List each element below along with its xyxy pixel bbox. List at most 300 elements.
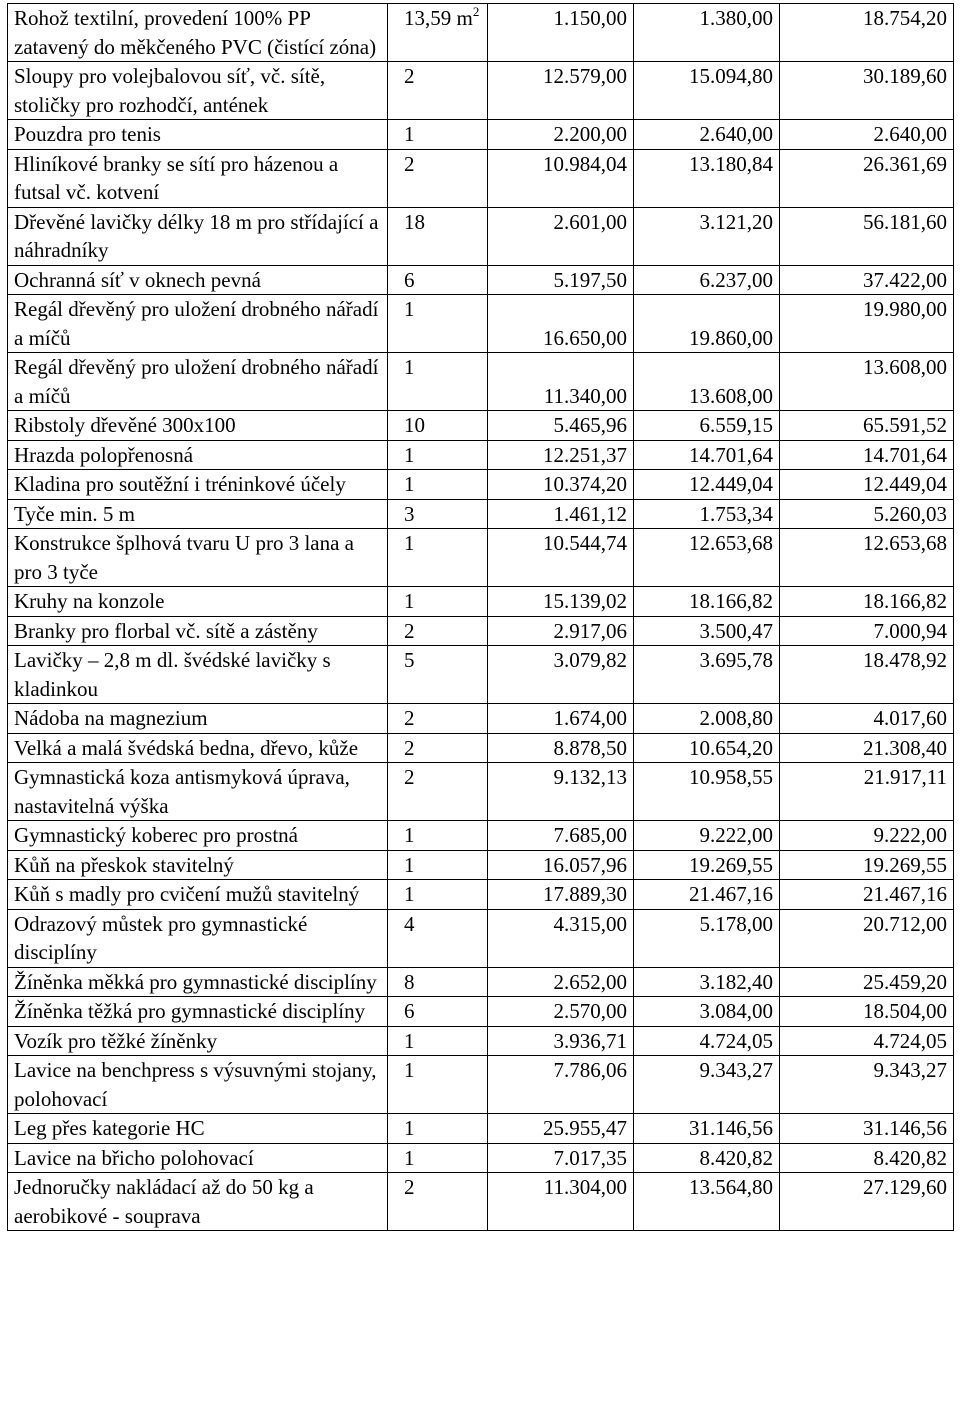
unit-price-cell [488, 62, 634, 120]
unit-price-vat-cell [634, 733, 780, 763]
unit-price-cell-text: 2.652,00 [553, 969, 627, 994]
unit-price-vat-cell-text: 6.237,00 [699, 267, 773, 292]
unit-price-cell-text: 2.917,06 [553, 618, 627, 643]
table-row [8, 470, 954, 500]
unit-price-cell-text: 16.650,00 [543, 325, 627, 350]
unit-price-cell [488, 411, 634, 441]
unit-price-vat-cell [634, 821, 780, 851]
quantity-cell [388, 440, 488, 470]
unit-price-cell [488, 1026, 634, 1056]
quantity-cell [388, 616, 488, 646]
unit-price-cell [488, 967, 634, 997]
item-name-cell-text: Lavičky – 2,8 m dl. švédské lavičky s kladinkou [14, 648, 331, 701]
quantity-cell-text: 10 [404, 413, 425, 437]
total-price-cell [780, 440, 954, 470]
item-name-cell [8, 733, 388, 763]
item-name-cell [8, 295, 388, 353]
unit-price-vat-cell-text: 1.380,00 [699, 6, 773, 30]
item-name-cell [8, 821, 388, 851]
unit-price-cell [488, 733, 634, 763]
unit-price-vat-cell [634, 1114, 780, 1144]
item-name-cell [8, 120, 388, 150]
unit-price-vat-cell [634, 499, 780, 529]
unit-price-vat-cell-text: 15.094,80 [689, 64, 773, 88]
table-row [8, 1143, 954, 1173]
item-name-cell-text: Sloupy pro volejbalovou síť, vč. sítě, stoličky pro rozhodčí, antének [14, 64, 326, 117]
unit-price-cell-text: 1.674,00 [553, 706, 627, 730]
unit-price-vat-cell-text: 13.180,84 [689, 151, 773, 176]
total-price-cell [780, 997, 954, 1027]
item-name-cell-text: Lavice na břicho polohovací [14, 1145, 254, 1170]
item-name-cell-text: Gymnastická koza antismyková úprava, nastavitelná výška [14, 765, 350, 818]
total-price-cell-text: 14.701,64 [863, 442, 947, 467]
item-name-cell [8, 207, 388, 265]
quantity-cell [388, 265, 488, 295]
quantity-cell [388, 821, 488, 851]
quantity-cell-text: 1 [404, 472, 415, 496]
item-name-cell-text: Leg přes kategorie HC [14, 1116, 205, 1140]
total-price-cell-text: 2.640,00 [873, 122, 947, 146]
unit-price-vat-cell [634, 353, 780, 411]
total-price-cell [780, 763, 954, 821]
item-name-cell [8, 997, 388, 1027]
unit-price-vat-cell-text: 19.269,55 [689, 852, 773, 877]
quantity-cell [388, 353, 488, 411]
item-name-cell-text: Jednoručky nakládací až do 50 kg a aerobikové - souprava [14, 1175, 314, 1228]
quantity-cell [388, 529, 488, 587]
item-name-cell [8, 880, 388, 910]
total-price-cell-text: 26.361,69 [863, 151, 947, 176]
total-price-cell-text: 30.189,60 [863, 64, 947, 88]
total-price-cell [780, 265, 954, 295]
unit-price-cell-text: 10.374,20 [543, 472, 627, 496]
item-name-cell-text: Pouzdra pro tenis [14, 122, 161, 146]
item-name-cell [8, 529, 388, 587]
unit-price-cell-text: 12.579,00 [543, 64, 627, 88]
quantity-cell [388, 704, 488, 734]
total-price-cell [780, 880, 954, 910]
unit-price-vat-cell-text: 10.654,20 [689, 735, 773, 760]
item-name-cell [8, 499, 388, 529]
total-price-cell-text: 4.724,05 [873, 1028, 947, 1053]
quantity-cell [388, 646, 488, 704]
table-row [8, 120, 954, 150]
total-price-cell [780, 1173, 954, 1231]
total-price-cell [780, 149, 954, 207]
item-name-cell-text: Dřevěné lavičky délky 18 m pro střídající a náhradníky [14, 209, 379, 262]
total-price-cell [780, 733, 954, 763]
quantity-cell [388, 1114, 488, 1144]
unit-exponent: 2 [472, 4, 480, 19]
table-row [8, 587, 954, 617]
unit-price-vat-cell [634, 587, 780, 617]
quantity-cell [388, 1056, 488, 1114]
quantity-cell [388, 1026, 488, 1056]
total-price-cell [780, 850, 954, 880]
item-name-cell-text: Gymnastický koberec pro prostná [14, 823, 299, 847]
total-price-cell [780, 967, 954, 997]
unit-price-cell [488, 587, 634, 617]
table-row [8, 646, 954, 704]
item-name-cell-text: Kůň na přeskok stavitelný [14, 852, 234, 877]
unit-price-cell-text: 1.150,00 [553, 6, 627, 30]
total-price-cell [780, 62, 954, 120]
unit-price-vat-cell-text: 3.500,47 [699, 618, 773, 643]
item-name-cell [8, 850, 388, 880]
unit-price-cell-text: 5.465,96 [553, 413, 627, 437]
unit-price-cell [488, 265, 634, 295]
quantity-cell-text: 6 [404, 267, 415, 292]
quantity-cell-text: 1 [404, 531, 415, 555]
table-row [8, 616, 954, 646]
quantity-cell-text: 2 [404, 765, 415, 789]
quantity-cell [388, 4, 488, 62]
item-name-cell-text: Kruhy na konzole [14, 589, 165, 613]
total-price-cell-text: 25.459,20 [863, 969, 947, 994]
unit-price-cell-text: 4.315,00 [553, 911, 627, 936]
unit-price-vat-cell-text: 9.222,00 [699, 823, 773, 847]
item-name-cell-text: Velká a malá švédská bedna, dřevo, kůže [14, 735, 359, 760]
item-name-cell-text: Žíněnka měkká pro gymnastické disciplíny [14, 969, 377, 994]
unit-price-cell-text: 17.889,30 [543, 882, 627, 906]
total-price-cell [780, 587, 954, 617]
item-name-cell-text: Nádoba na magnezium [14, 706, 208, 730]
total-price-cell-text: 12.449,04 [863, 472, 947, 496]
total-price-cell-text: 19.269,55 [863, 852, 947, 877]
item-name-cell [8, 1056, 388, 1114]
item-name-cell [8, 1026, 388, 1056]
unit-price-cell [488, 1114, 634, 1144]
unit-price-cell [488, 4, 634, 62]
unit-price-cell-text: 1.461,12 [553, 501, 627, 526]
item-name-cell-text: Odrazový můstek pro gymnastické disciplíny [14, 911, 308, 964]
unit-price-vat-cell [634, 704, 780, 734]
table-body [8, 4, 954, 1231]
quantity-cell-text: 2 [404, 64, 415, 88]
table-row [8, 880, 954, 910]
unit-price-vat-cell [634, 1173, 780, 1231]
item-name-cell [8, 62, 388, 120]
table-row [8, 1026, 954, 1056]
total-price-cell-text: 27.129,60 [863, 1175, 947, 1199]
quantity-cell [388, 587, 488, 617]
total-price-cell-text: 19.980,00 [863, 297, 947, 321]
unit-price-vat-cell-text: 5.178,00 [699, 911, 773, 936]
total-price-cell [780, 1114, 954, 1144]
unit-price-cell-text: 2.601,00 [553, 209, 627, 234]
unit-price-vat-cell-text: 13.564,80 [689, 1175, 773, 1199]
item-name-cell-text: Regál dřevěný pro uložení drobného nářadí a míčů [14, 355, 379, 408]
quantity-cell-text: 2 [404, 151, 415, 176]
item-name-cell-text: Regál dřevěný pro uložení drobného nářadí a míčů [14, 297, 379, 350]
unit-price-cell-text: 2.570,00 [553, 999, 627, 1023]
unit-price-vat-cell-text: 18.166,82 [689, 589, 773, 613]
unit-price-vat-cell [634, 909, 780, 967]
table-row [8, 1056, 954, 1114]
unit-price-vat-cell [634, 763, 780, 821]
total-price-cell [780, 616, 954, 646]
total-price-cell [780, 470, 954, 500]
table-row [8, 207, 954, 265]
unit-price-vat-cell [634, 1026, 780, 1056]
quantity-cell [388, 120, 488, 150]
unit-price-vat-cell [634, 646, 780, 704]
item-name-cell [8, 1173, 388, 1231]
unit-price-vat-cell-text: 14.701,64 [689, 442, 773, 467]
item-name-cell-text: Ochranná síť v oknech pevná [14, 267, 261, 292]
quantity-cell-text: 1 [404, 823, 415, 847]
item-name-cell [8, 646, 388, 704]
unit-price-cell [488, 909, 634, 967]
quantity-cell [388, 967, 488, 997]
quantity-cell-text: 1 [404, 122, 415, 146]
item-name-cell-text: Kladina pro soutěžní i tréninkové účely [14, 472, 346, 496]
item-name-cell-text: Ribstoly dřevěné 300x100 [14, 413, 236, 437]
quantity-cell-text: 1 [404, 442, 415, 467]
unit-price-vat-cell-text: 12.449,04 [689, 472, 773, 496]
quantity-cell [388, 1143, 488, 1173]
total-price-cell-text: 8.420,82 [873, 1145, 947, 1170]
table-row [8, 733, 954, 763]
quantity-cell [388, 997, 488, 1027]
item-name-cell-text: Lavice na benchpress s výsuvnými stojany, polohovací [14, 1058, 377, 1111]
unit-price-vat-cell [634, 295, 780, 353]
unit-price-vat-cell [634, 529, 780, 587]
total-price-cell-text: 56.181,60 [863, 209, 947, 234]
quantity-cell-text: 1 [404, 852, 415, 877]
quantity-cell [388, 499, 488, 529]
unit-price-vat-cell-text: 6.559,15 [699, 413, 773, 437]
unit-price-vat-cell-text: 4.724,05 [699, 1028, 773, 1053]
unit-price-cell-text: 5.197,50 [553, 267, 627, 292]
quantity-cell [388, 909, 488, 967]
total-price-cell [780, 499, 954, 529]
total-price-cell-text: 12.653,68 [863, 531, 947, 555]
quantity-cell-text: 3 [404, 501, 415, 526]
table-row [8, 997, 954, 1027]
quantity-cell-text: 1 [404, 297, 415, 321]
quantity-cell [388, 207, 488, 265]
unit-price-cell [488, 616, 634, 646]
unit-price-cell [488, 763, 634, 821]
item-name-cell-text: Kůň s madly pro cvičení mužů stavitelný [14, 882, 360, 906]
total-price-cell [780, 120, 954, 150]
item-name-cell-text: Konstrukce šplhová tvaru U pro 3 lana a pro 3 tyče [14, 531, 354, 584]
quantity-cell-text: 1 [404, 1116, 415, 1140]
item-name-cell [8, 763, 388, 821]
table-row [8, 265, 954, 295]
unit-price-cell-text: 2.200,00 [553, 122, 627, 146]
unit-price-cell-text: 10.984,04 [543, 151, 627, 176]
total-price-cell [780, 909, 954, 967]
item-name-cell-text: Žíněnka těžká pro gymnastické disciplíny [14, 999, 366, 1023]
quantity-cell [388, 149, 488, 207]
unit-price-cell-text: 3.079,82 [553, 648, 627, 672]
unit-price-vat-cell-text: 1.753,34 [699, 501, 773, 526]
unit-price-vat-cell [634, 1056, 780, 1114]
quantity-cell-text: 13,59 m [404, 6, 473, 30]
total-price-cell-text: 9.222,00 [873, 823, 947, 847]
quantity-cell-text: 1 [404, 589, 415, 613]
price-list-sheet [7, 3, 953, 1421]
unit-price-vat-cell [634, 62, 780, 120]
total-price-cell-text: 20.712,00 [863, 911, 947, 936]
unit-price-cell-text: 7.786,06 [553, 1058, 627, 1082]
unit-price-vat-cell-text: 3.121,20 [699, 209, 773, 234]
unit-price-vat-cell [634, 149, 780, 207]
unit-price-cell-text: 25.955,47 [543, 1116, 627, 1140]
item-name-cell [8, 411, 388, 441]
quantity-cell [388, 470, 488, 500]
table-row [8, 967, 954, 997]
quantity-cell-text: 2 [404, 1175, 415, 1199]
table-row [8, 4, 954, 62]
unit-price-cell-text: 11.340,00 [543, 383, 627, 408]
total-price-cell [780, 1056, 954, 1114]
unit-price-cell [488, 149, 634, 207]
quantity-cell [388, 411, 488, 441]
unit-price-cell-text: 12.251,37 [543, 442, 627, 467]
quantity-cell [388, 880, 488, 910]
unit-price-vat-cell [634, 265, 780, 295]
total-price-cell [780, 207, 954, 265]
total-price-cell-text: 9.343,27 [873, 1058, 947, 1082]
item-name-cell-text: Branky pro florbal vč. sítě a zástěny [14, 618, 318, 643]
unit-price-cell-text: 8.878,50 [553, 735, 627, 760]
total-price-cell [780, 704, 954, 734]
item-name-cell [8, 149, 388, 207]
total-price-cell [780, 529, 954, 587]
unit-price-vat-cell [634, 997, 780, 1027]
unit-price-vat-cell [634, 1143, 780, 1173]
table-row [8, 909, 954, 967]
total-price-cell [780, 353, 954, 411]
unit-price-vat-cell-text: 2.008,80 [699, 706, 773, 730]
total-price-cell [780, 295, 954, 353]
quantity-cell-text: 1 [404, 355, 415, 379]
total-price-cell-text: 21.467,16 [863, 882, 947, 906]
unit-price-vat-cell-text: 2.640,00 [699, 122, 773, 146]
unit-price-vat-cell [634, 967, 780, 997]
unit-price-vat-cell-text: 3.182,40 [699, 969, 773, 994]
total-price-cell-text: 18.166,82 [863, 589, 947, 613]
unit-price-vat-cell-text: 31.146,56 [689, 1116, 773, 1140]
total-price-cell-text: 13.608,00 [863, 355, 947, 379]
quantity-cell [388, 763, 488, 821]
quantity-cell [388, 733, 488, 763]
unit-price-cell [488, 529, 634, 587]
unit-price-vat-cell-text: 21.467,16 [689, 882, 773, 906]
unit-price-cell-text: 7.017,35 [553, 1145, 627, 1170]
unit-price-cell-text: 10.544,74 [543, 531, 627, 555]
table-row [8, 62, 954, 120]
table-row [8, 821, 954, 851]
unit-price-cell [488, 295, 634, 353]
total-price-cell-text: 31.146,56 [863, 1116, 947, 1140]
quantity-cell-text: 1 [404, 1028, 415, 1053]
item-name-cell-text: Hrazda polopřenosná [14, 442, 194, 467]
unit-price-vat-cell [634, 470, 780, 500]
quantity-cell-text: 1 [404, 1058, 415, 1082]
unit-price-vat-cell [634, 207, 780, 265]
total-price-cell-text: 21.308,40 [863, 735, 947, 760]
unit-price-vat-cell [634, 880, 780, 910]
unit-price-vat-cell-text: 13.608,00 [689, 383, 773, 408]
item-name-cell [8, 704, 388, 734]
table-row [8, 1173, 954, 1231]
unit-price-cell-text: 15.139,02 [543, 589, 627, 613]
quantity-cell-text: 8 [404, 969, 415, 994]
quantity-cell-text: 18 [404, 209, 425, 234]
unit-price-vat-cell-text: 8.420,82 [699, 1145, 773, 1170]
unit-price-cell-text: 16.057,96 [543, 852, 627, 877]
unit-price-vat-cell-text: 19.860,00 [689, 325, 773, 350]
unit-price-cell [488, 499, 634, 529]
item-name-cell-text: Vozík pro těžké žíněnky [14, 1028, 218, 1053]
unit-price-vat-cell-text: 10.958,55 [689, 765, 773, 789]
unit-price-cell [488, 440, 634, 470]
quantity-cell-text: 5 [404, 648, 415, 672]
table-row [8, 440, 954, 470]
item-name-cell [8, 440, 388, 470]
unit-price-vat-cell-text: 3.695,78 [699, 648, 773, 672]
quantity-cell-text: 1 [404, 1145, 415, 1170]
unit-price-cell [488, 470, 634, 500]
total-price-cell-text: 21.917,11 [863, 765, 947, 789]
unit-price-vat-cell [634, 616, 780, 646]
total-price-cell [780, 646, 954, 704]
item-name-cell-text: Rohož textilní, provedení 100% PP zatavený do měkčeného PVC (čistící zóna) [14, 6, 377, 59]
quantity-cell-text: 4 [404, 911, 415, 936]
quantity-cell-text: 2 [404, 735, 415, 760]
unit-price-vat-cell [634, 440, 780, 470]
unit-price-vat-cell-text: 12.653,68 [689, 531, 773, 555]
item-name-cell [8, 616, 388, 646]
unit-price-vat-cell-text: 3.084,00 [699, 999, 773, 1023]
unit-price-vat-cell [634, 411, 780, 441]
unit-price-cell-text: 11.304,00 [543, 1175, 627, 1199]
item-name-cell [8, 353, 388, 411]
item-name-cell [8, 587, 388, 617]
total-price-cell-text: 7.000,94 [873, 618, 947, 643]
item-name-cell [8, 909, 388, 967]
table-row [8, 763, 954, 821]
table-row [8, 850, 954, 880]
unit-price-vat-cell [634, 120, 780, 150]
total-price-cell [780, 1026, 954, 1056]
total-price-cell-text: 18.754,20 [863, 6, 947, 30]
unit-price-cell [488, 646, 634, 704]
unit-price-cell [488, 353, 634, 411]
item-name-cell [8, 1143, 388, 1173]
unit-price-cell [488, 120, 634, 150]
quantity-cell-text: 1 [404, 882, 415, 906]
table-row [8, 295, 954, 353]
unit-price-cell-text: 7.685,00 [553, 823, 627, 847]
table-row [8, 499, 954, 529]
total-price-cell-text: 37.422,00 [863, 267, 947, 292]
item-name-cell [8, 967, 388, 997]
table-row [8, 149, 954, 207]
total-price-cell-text: 4.017,60 [873, 706, 947, 730]
unit-price-cell [488, 1056, 634, 1114]
item-name-cell [8, 265, 388, 295]
item-name-cell [8, 1114, 388, 1144]
unit-price-cell [488, 704, 634, 734]
quantity-cell-text: 2 [404, 618, 415, 643]
total-price-cell [780, 821, 954, 851]
quantity-cell [388, 1173, 488, 1231]
